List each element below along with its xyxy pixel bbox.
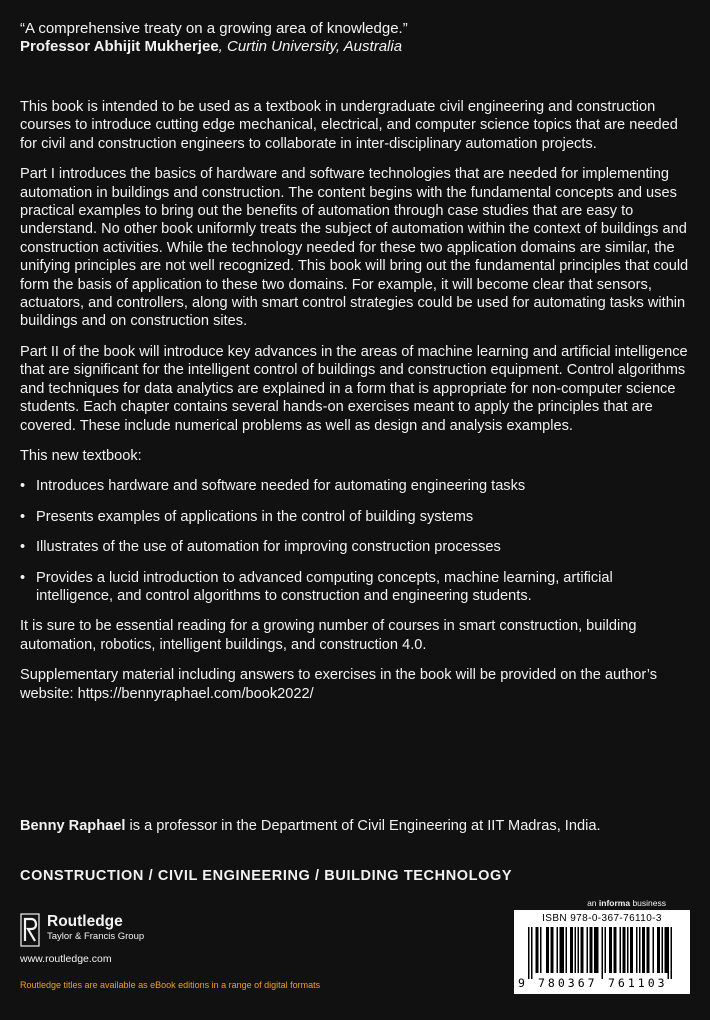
paragraph: This new textbook: — [20, 447, 142, 464]
barcode-bar — [552, 927, 554, 973]
barcode-bar — [561, 927, 563, 973]
barcode-right-digits: 761103 — [608, 976, 668, 990]
publisher-logo — [20, 913, 144, 947]
barcode-bar — [560, 927, 562, 973]
barcode-bar — [546, 927, 548, 973]
informa-brand: informa — [598, 898, 631, 908]
barcode-bar — [653, 927, 655, 973]
author-description: is a professor in the Department of Civil Engineering at IIT Madras, India. — [125, 818, 601, 834]
barcode-bar — [644, 927, 646, 973]
publisher-name: Routledge — [47, 913, 123, 930]
list-item: • Provides a lucid introduction to advanced computing concepts, machine learning, artificial intelligence, and control algorithms to construction and engineering students. — [20, 569, 692, 606]
isbn-label: ISBN 978-0-367-76110-3 — [542, 913, 662, 924]
book-description — [20, 98, 692, 715]
barcode-bar — [627, 927, 629, 973]
author-bio — [20, 818, 601, 834]
feature-list — [20, 477, 692, 605]
publisher-group: Taylor & Francis Group — [47, 931, 145, 942]
barcode-bar — [540, 927, 542, 973]
isbn-barcode — [514, 910, 690, 994]
barcode-left-digits: 780367 — [538, 976, 598, 990]
barcode-bar — [648, 927, 650, 973]
publisher-website: www.routledge.com — [20, 953, 112, 965]
barcode-bar — [665, 927, 667, 973]
paragraph: Part I introduces the basics of hardware and software technologies that are needed for implementing automation in buildings and construction. The content begins with the fundamental concepts and uses practical examples to bring out the benefits of automation through case studies that are easy to understand. No other book uniformly treats the subject of automation within the context of buildings and construction activities. While the technology needed for these two application domains are similar, the unifying principles are not well recognized. This book will bring out the fundamental principles that could form the basis of application to these two domains. For example, it will become clear that sensors, actuators, and controllers, along with smart control strategies could be used for automating tasks within buildings and on construction sites. — [20, 166, 689, 330]
barcode-bar — [614, 927, 616, 973]
barcode-bar — [563, 927, 565, 973]
barcode-bar — [647, 927, 649, 973]
barcode-bar — [639, 927, 641, 973]
barcode-bar — [636, 927, 638, 973]
barcode-bar — [582, 927, 584, 973]
barcode-bar — [668, 927, 670, 979]
paragraph: It is sure to be essential reading for a growing number of courses in smart construction, building automation, robotics, intelligent buildings, and construction 4.0. — [20, 618, 637, 653]
barcode-bar — [609, 927, 611, 973]
barcode-bar — [605, 927, 607, 973]
barcode-bar — [557, 927, 559, 973]
barcode-bar — [537, 927, 539, 973]
quote-affiliation: , Curtin University, Australia — [218, 38, 403, 55]
barcode-bar — [594, 927, 596, 973]
list-item: • Presents examples of applications in the control of building systems — [20, 508, 692, 526]
barcode-lead-digit: 9 — [518, 976, 525, 990]
barcode-bar — [566, 927, 568, 973]
routledge-r-logo-icon — [20, 913, 40, 947]
quote-attribution — [20, 38, 408, 56]
informa-tagline: an informa business — [587, 898, 666, 908]
barcode-bar — [581, 927, 583, 973]
barcode-bar — [548, 927, 550, 973]
barcode-bar — [623, 927, 625, 973]
barcode-bar — [551, 927, 553, 973]
ebook-note: Routledge titles are available as eBook editions in a range of digital formats — [20, 980, 321, 990]
barcode-bar — [570, 927, 572, 973]
barcode-bar — [662, 927, 664, 973]
barcode-bar — [611, 927, 613, 973]
list-item: • Introduces hardware and software needed for automating engineering tasks — [20, 477, 692, 495]
paragraph: Part II of the book will introduce key advances in the areas of machine learning and artificial intelligence that are significant for the intelligent control of buildings and construction equipment. Control algorithms and techniques for data analytics are explained in a form that is appropriate for non-computer science students. Each chapter contains several hands-on exercises meant to apply the principles that are covered. These include numerical problems as well as design and analysis examples. — [20, 343, 688, 434]
barcode-bar — [666, 927, 668, 973]
barcode-bar — [659, 927, 661, 973]
paragraph: Supplementary material including answers to exercises in the book will be provided on the author’s website: https://bennyraphael.com/book2022/ — [20, 667, 658, 702]
barcode-bar — [630, 927, 632, 973]
barcode-bar — [528, 927, 530, 979]
testimonial — [20, 20, 408, 56]
barcode-bar — [531, 927, 533, 979]
barcode-bar — [642, 927, 644, 973]
barcode-bar — [624, 927, 626, 973]
barcode-bar — [632, 927, 634, 973]
barcode-bar — [671, 927, 673, 979]
barcode-bar — [536, 927, 538, 973]
barcode-bars — [528, 927, 678, 979]
quote-author: Professor Abhijit Mukherjee — [20, 38, 219, 55]
barcode-bar — [578, 927, 580, 973]
barcode-bar — [572, 927, 574, 973]
barcode-bar — [657, 927, 659, 973]
barcode-bar — [590, 927, 592, 973]
subject-categories: CONSTRUCTION / CIVIL ENGINEERING / BUILDING TECHNOLOGY — [20, 868, 513, 884]
list-item: • Illustrates of the use of automation for improving construction processes — [20, 538, 692, 556]
barcode-bar — [591, 927, 593, 973]
barcode-bar — [587, 927, 589, 973]
quote-text: “A comprehensive treaty on a growing area of knowledge.” — [20, 20, 408, 37]
author-name: Benny Raphael — [20, 818, 126, 834]
barcode-bar — [602, 927, 604, 979]
barcode-bar — [615, 927, 617, 973]
barcode-bar — [596, 927, 598, 973]
barcode-bar — [597, 927, 599, 973]
barcode-bar — [620, 927, 622, 973]
barcode-bar — [575, 927, 577, 973]
paragraph: This book is intended to be used as a textbook in undergraduate civil engineering and construction courses to introduce cutting edge mechanical, electrical, and computer science topics that are needed for civil and construction engineers to collaborate in inter-disciplinary automation projects. — [20, 99, 678, 152]
